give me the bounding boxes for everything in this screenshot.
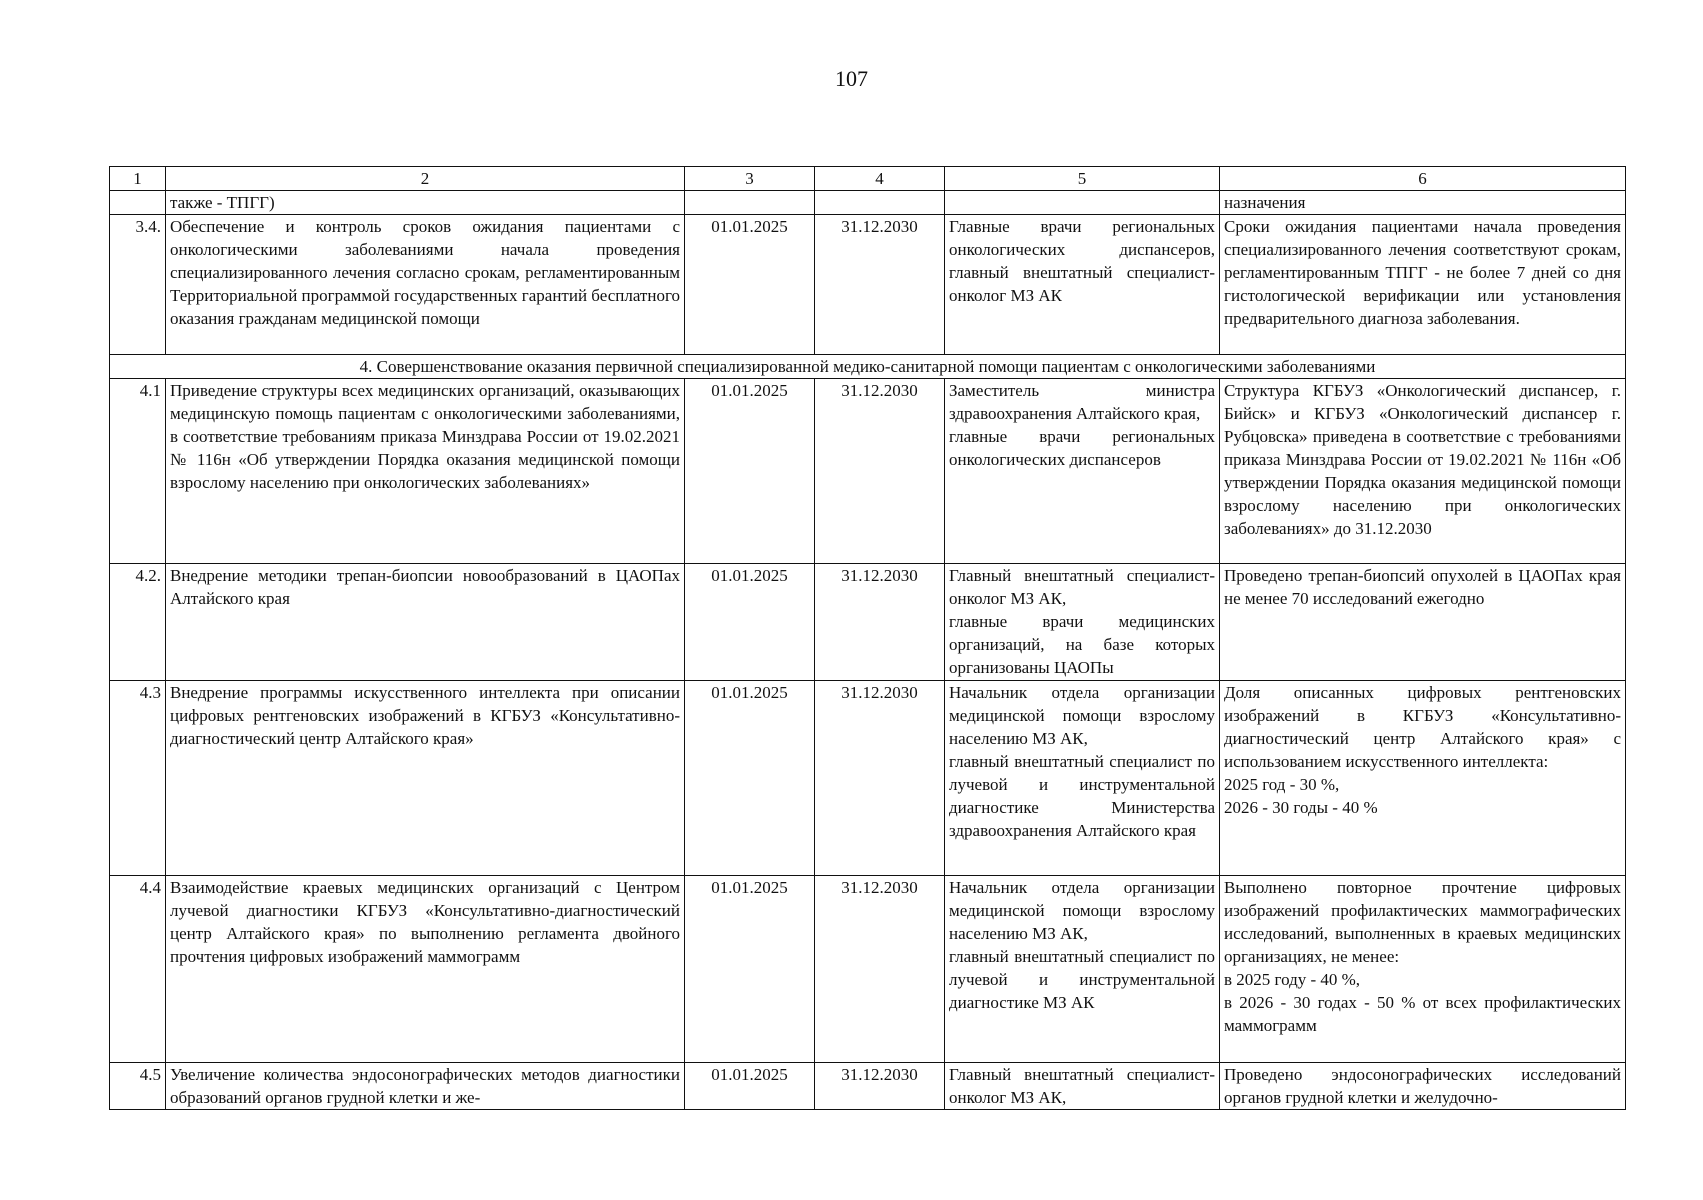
column-number-row (110, 167, 1626, 191)
row-number: 4.4 (110, 876, 166, 1063)
responsible-cell (945, 191, 1220, 215)
row-number: 4.5 (110, 1063, 166, 1110)
table-row (110, 215, 1626, 355)
responsible-line: главный внештатный специалист по лучевой и инструментальной диагностике Министерства здравоохранения Алтайского края (949, 752, 1215, 840)
responsible-line: главные врачи региональных онкологических диспансеров (949, 427, 1215, 469)
start-date-cell (685, 191, 815, 215)
end-date-cell: 31.12.2030 (815, 681, 945, 876)
end-date-cell: 31.12.2030 (815, 876, 945, 1063)
row-number: 3.4. (110, 215, 166, 355)
column-number: 3 (685, 167, 815, 191)
activity-cell: Внедрение программы искусственного интеллекта при описании цифровых рентгеновских изображений в КГБУЗ «Консультативно-диагностический центр Алтайского края» (166, 681, 685, 876)
responsible-cell (945, 876, 1220, 1063)
table-row (110, 681, 1626, 876)
responsible-cell (945, 379, 1220, 564)
start-date-cell: 01.01.2025 (685, 681, 815, 876)
result-cell: Сроки ожидания пациентами начала проведения специализированного лечения соответствуют срокам, регламентированным ТПГГ - не более 7 дней со дня гистологической верификации или установления предварительного диагноза заболевания. (1220, 215, 1626, 355)
row-number: 4.1 (110, 379, 166, 564)
responsible-line: Начальник отдела организации медицинской помощи взрослому населению МЗ АК, (949, 683, 1215, 748)
result-line: Доля описанных цифровых рентгеновских изображений в КГБУЗ «Консультативно-диагностический центр Алтайского края» с использованием искусственного интеллекта: (1224, 683, 1621, 771)
responsible-cell (945, 681, 1220, 876)
result-line: 2026 - 30 годы - 40 % (1224, 798, 1378, 817)
end-date-cell: 31.12.2030 (815, 1063, 945, 1110)
responsible-cell: Главные врачи региональных онкологических диспансеров, главный внештатный специалист-онколог МЗ АК (945, 215, 1220, 355)
section-header-row (110, 355, 1626, 379)
column-number: 2 (166, 167, 685, 191)
table-row (110, 1063, 1626, 1110)
table-row (110, 379, 1626, 564)
result-cell (1220, 681, 1626, 876)
row-number (110, 191, 166, 215)
result-cell: Структура КГБУЗ «Онкологический диспансер, г. Бийск» и КГБУЗ «Онкологический диспансер г. Рубцовска» приведена в соответствие с требованиями приказа Минздрава России от 19.02.2021 № 116н «Об утверждении Порядка оказания медицинской помощи взрослому населению при онкологических заболеваниях» до 31.12.2030 (1220, 379, 1626, 564)
measures-table (109, 166, 1626, 1110)
result-cell: назначения (1220, 191, 1626, 215)
result-cell (1220, 876, 1626, 1063)
section-title: 4. Совершенствование оказания первичной специализированной медико-санитарной помощи пациентам с онкологическими заболеваниями (110, 355, 1626, 379)
activity-cell: Взаимодействие краевых медицинских организаций с Центром лучевой диагностики КГБУЗ «Консультативно-диагностический центр Алтайского края» по выполнению регламента двойного прочтения цифровых изображений маммограмм (166, 876, 685, 1063)
start-date-cell: 01.01.2025 (685, 215, 815, 355)
end-date-cell (815, 191, 945, 215)
responsible-line: главный внештатный специалист по лучевой и инструментальной диагностике МЗ АК (949, 947, 1215, 1012)
row-number: 4.2. (110, 564, 166, 681)
table-row (110, 876, 1626, 1063)
responsible-cell: Главный внештатный специалист-онколог МЗ АК, (945, 1063, 1220, 1110)
result-line: 2025 год - 30 %, (1224, 775, 1340, 794)
continuation-row (110, 191, 1626, 215)
activity-cell: Приведение структуры всех медицинских организаций, оказывающих медицинскую помощь пациентам с онкологическими заболеваниями, в соответствие требованиям приказа Минздрава России от 19.02.2021 № 116н «Об утверждении Порядка оказания медицинской помощи взрослому населению при онкологических заболеваниях» (166, 379, 685, 564)
start-date-cell: 01.01.2025 (685, 564, 815, 681)
activity-cell: Внедрение методики трепан-биопсии новообразований в ЦАОПах Алтайского края (166, 564, 685, 681)
responsible-line: Начальник отдела организации медицинской помощи взрослому населению МЗ АК, (949, 878, 1215, 943)
start-date-cell: 01.01.2025 (685, 876, 815, 1063)
end-date-cell: 31.12.2030 (815, 379, 945, 564)
start-date-cell: 01.01.2025 (685, 379, 815, 564)
responsible-cell (945, 564, 1220, 681)
page-number: 107 (835, 66, 868, 91)
result-cell: Проведено эндосонографических исследований органов грудной клетки и желудочно- (1220, 1063, 1626, 1110)
row-number: 4.3 (110, 681, 166, 876)
result-line: в 2026 - 30 годах - 50 % от всех профилактических маммограмм (1224, 993, 1621, 1035)
column-number: 6 (1220, 167, 1626, 191)
result-line: Выполнено повторное прочтение цифровых изображений профилактических маммографических исследований, выполненных в краевых медицинских организациях, не менее: (1224, 878, 1621, 966)
column-number: 5 (945, 167, 1220, 191)
result-cell: Проведено трепан-биопсий опухолей в ЦАОПах края не менее 70 исследований ежегодно (1220, 564, 1626, 681)
result-line: в 2025 году - 40 %, (1224, 970, 1361, 989)
activity-cell: Обеспечение и контроль сроков ожидания пациентами с онкологическими заболеваниями начала проведения специализированного лечения согласно срокам, регламентированным Территориальной программой государственных гарантий бесплатного оказания гражданам медицинской помощи (166, 215, 685, 355)
activity-cell: также - ТПГГ) (166, 191, 685, 215)
column-number: 1 (110, 167, 166, 191)
end-date-cell: 31.12.2030 (815, 564, 945, 681)
responsible-line: главные врачи медицинских организаций, на базе которых организованы ЦАОПы (949, 612, 1215, 677)
table-row (110, 564, 1626, 681)
end-date-cell: 31.12.2030 (815, 215, 945, 355)
responsible-line: Главный внештатный специалист-онколог МЗ АК, (949, 566, 1215, 608)
start-date-cell: 01.01.2025 (685, 1063, 815, 1110)
responsible-line: Заместитель министра здравоохранения Алтайского края, (949, 381, 1215, 423)
column-number: 4 (815, 167, 945, 191)
activity-cell: Увеличение количества эндосонографических методов диагностики образований органов грудной клетки и же- (166, 1063, 685, 1110)
